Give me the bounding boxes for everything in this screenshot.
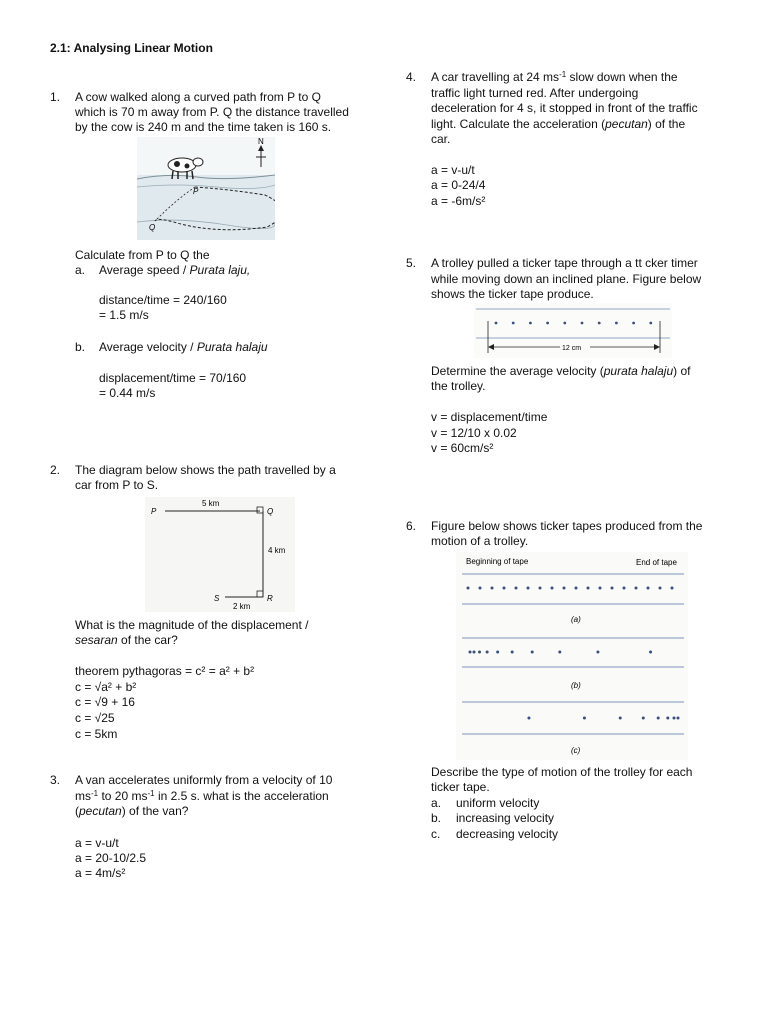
- q6-answer-text: increasing velocity: [456, 811, 555, 825]
- q2-question-line-1: What is the magnitude of the displacement /: [75, 618, 309, 632]
- cow-path-figure: [137, 137, 275, 240]
- ticker-dot: [611, 587, 614, 590]
- ticker-dot: [551, 587, 554, 590]
- end-of-tape-label: End of tape: [636, 558, 677, 567]
- q5-determine-line-2: the trolley.: [431, 379, 486, 393]
- right-distance-label: 4 km: [268, 546, 286, 555]
- ticker-dot: [511, 651, 514, 654]
- q5-answer-line: v = 60cm/s²: [431, 441, 494, 455]
- question-4-line-3: deceleration for 4 s, it stopped in front of the traffic: [431, 101, 698, 115]
- ticker-dot: [495, 322, 498, 325]
- ticker-dot: [539, 587, 542, 590]
- q6-answer-label: b.: [431, 811, 442, 825]
- q1-a-answer-1: distance/time = 240/160: [99, 293, 227, 307]
- ticker-dot: [635, 587, 638, 590]
- q6-description-line-1: Describe the type of motion of the trolley for each: [431, 765, 693, 779]
- page-title: 2.1: Analysing Linear Motion: [50, 41, 213, 55]
- question-4-line-2: traffic light turned red. After undergoing: [431, 86, 639, 100]
- question-5-line-3: shows the ticker tape produce.: [431, 287, 594, 301]
- ticker-dot: [469, 651, 472, 654]
- question-4-line-5: car.: [431, 132, 451, 146]
- ticker-dot: [677, 717, 680, 720]
- ticker-dot: [599, 587, 602, 590]
- point-q-label: Q: [267, 507, 274, 516]
- q4-answer-line: a = -6m/s²: [431, 194, 486, 208]
- tape-c-label: (c): [571, 746, 581, 755]
- point-s-label: S: [214, 594, 220, 603]
- q2-answer-line: c = √25: [75, 711, 115, 725]
- question-3-line-3: (pecutan) of the van?: [75, 804, 189, 818]
- q6-answer-text: decreasing velocity: [456, 827, 559, 841]
- question-3-line-2: $ms^{-1}$ to 20 $ms^{-1}$ in 2.5 s. what is the acceleration: [75, 789, 329, 803]
- ticker-dot: [581, 322, 584, 325]
- q5-answer-line: v = displacement/time: [431, 410, 548, 424]
- question-1-line-1: A cow walked along a curved path from P to Q: [75, 90, 321, 104]
- ticker-dot: [647, 587, 650, 590]
- q2-answer-line: c = 5km: [75, 727, 118, 741]
- ticker-dot: [596, 651, 599, 654]
- ticker-dot: [496, 651, 499, 654]
- question-4-line-4: light. Calculate the acceleration (pecutan) of the: [431, 117, 686, 131]
- q6-answer-label: a.: [431, 796, 442, 810]
- q2-answer-line: c = √a² + b²: [75, 680, 137, 694]
- ticker-dot: [515, 587, 518, 590]
- ticker-tapes-figure: [456, 552, 688, 760]
- q3-answer-line: a = 4m/s²: [75, 866, 126, 880]
- ticker-dot: [512, 322, 515, 325]
- tape-a-label: (a): [571, 615, 581, 624]
- q5-determine-line-1: Determine the average velocity (purata halaju) of: [431, 364, 691, 378]
- tape-b-label: (b): [571, 681, 581, 690]
- ticker-dot: [546, 322, 549, 325]
- ticker-dot: [583, 717, 586, 720]
- ticker-dot: [666, 717, 669, 720]
- q2-answer-line: c = √9 + 16: [75, 695, 135, 709]
- length-label: 12 cm: [562, 345, 582, 352]
- question-5-line-2: while moving down an inclined plane. Figure below: [431, 272, 702, 286]
- q5-answer-line: v = 12/10 x 0.02: [431, 426, 517, 440]
- north-label: N: [258, 137, 264, 146]
- ticker-dot: [478, 651, 481, 654]
- bottom-distance-label: 2 km: [233, 602, 251, 611]
- question-1-line-3: by the cow is 240 m and the time taken is 160 s.: [75, 120, 332, 134]
- question-2-line-2: car from P to S.: [75, 478, 159, 492]
- ticker-dot: [657, 717, 660, 720]
- q2-answer-line: theorem pythagoras = c² = a² + b²: [75, 664, 255, 678]
- ticker-dot: [527, 717, 530, 720]
- ticker-dot: [642, 717, 645, 720]
- q6-answer-label: c.: [431, 827, 441, 841]
- question-3-number: 3.: [50, 773, 61, 787]
- ticker-dot: [531, 651, 534, 654]
- ticker-dot: [623, 587, 626, 590]
- ticker-dot: [491, 587, 494, 590]
- ticker-dot: [467, 587, 470, 590]
- q6-description-line-2: ticker tape.: [431, 780, 490, 794]
- q1-b-label: b.: [75, 340, 86, 354]
- q4-answer-line: a = 0-24/4: [431, 178, 486, 192]
- ticker-dot: [649, 651, 652, 654]
- question-6-line-2: motion of a trolley.: [431, 534, 529, 548]
- question-2-line-1: The diagram below shows the path travelled by a: [75, 463, 336, 477]
- question-1-number: 1.: [50, 90, 61, 104]
- question-3-line-1: A van accelerates uniformly from a velocity of 10: [75, 773, 333, 787]
- ticker-tape-figure: [474, 303, 672, 358]
- ticker-dot: [558, 651, 561, 654]
- question-6-line-1: Figure below shows ticker tapes produced from the: [431, 519, 703, 533]
- point-r-label: R: [267, 594, 273, 603]
- question-4-line-1: A car travelling at 24 $ms^{-1}$ slow down when the: [431, 70, 678, 84]
- q1-b-question: Average velocity / Purata halaju: [99, 340, 268, 354]
- q1-calc-intro: Calculate from P to Q the: [75, 248, 210, 262]
- top-distance-label: 5 km: [202, 499, 220, 508]
- ticker-dot: [671, 587, 674, 590]
- q2-question-line-2: sesaran of the car?: [75, 633, 178, 647]
- beginning-of-tape-label: Beginning of tape: [466, 557, 529, 566]
- q1-a-question: Average speed / Purata laju,: [99, 263, 251, 277]
- q3-answer-line: a = 20-10/2.5: [75, 851, 147, 865]
- q1-b-answer-1: displacement/time = 70/160: [99, 371, 247, 385]
- question-5-number: 5.: [406, 256, 417, 270]
- q4-answer-line: a = v-u/t: [431, 163, 475, 177]
- ticker-dot: [563, 322, 566, 325]
- question-6-number: 6.: [406, 519, 417, 533]
- car-path-figure: [145, 497, 295, 612]
- ticker-dot: [486, 651, 489, 654]
- ticker-dot: [479, 587, 482, 590]
- ticker-dot: [659, 587, 662, 590]
- ticker-dot: [473, 651, 476, 654]
- ticker-dot: [673, 717, 676, 720]
- question-5-line-1: A trolley pulled a ticker tape through a tt cker timer: [431, 256, 698, 270]
- q3-answer-line: a = v-u/t: [75, 836, 119, 850]
- ticker-dot: [598, 322, 601, 325]
- ticker-dot: [527, 587, 530, 590]
- question-1-line-2: which is 70 m away from P. Q the distance travelled: [75, 105, 349, 119]
- ticker-dot: [632, 322, 635, 325]
- ticker-dot: [587, 587, 590, 590]
- point-q-label: Q: [149, 223, 156, 232]
- ticker-dot: [619, 717, 622, 720]
- ticker-dot: [563, 587, 566, 590]
- point-p-label: P: [151, 507, 157, 516]
- q6-answer-text: uniform velocity: [456, 796, 540, 810]
- ticker-dot: [575, 587, 578, 590]
- ticker-dot: [503, 587, 506, 590]
- q1-a-answer-2: = 1.5 m/s: [99, 308, 149, 322]
- ticker-dot: [649, 322, 652, 325]
- question-2-number: 2.: [50, 463, 61, 477]
- q1-a-label: a.: [75, 263, 86, 277]
- ticker-dot: [615, 322, 618, 325]
- question-4-number: 4.: [406, 70, 417, 84]
- q1-b-answer-2: = 0.44 m/s: [99, 386, 156, 400]
- ticker-dot: [529, 322, 532, 325]
- point-p-label: P: [193, 187, 199, 196]
